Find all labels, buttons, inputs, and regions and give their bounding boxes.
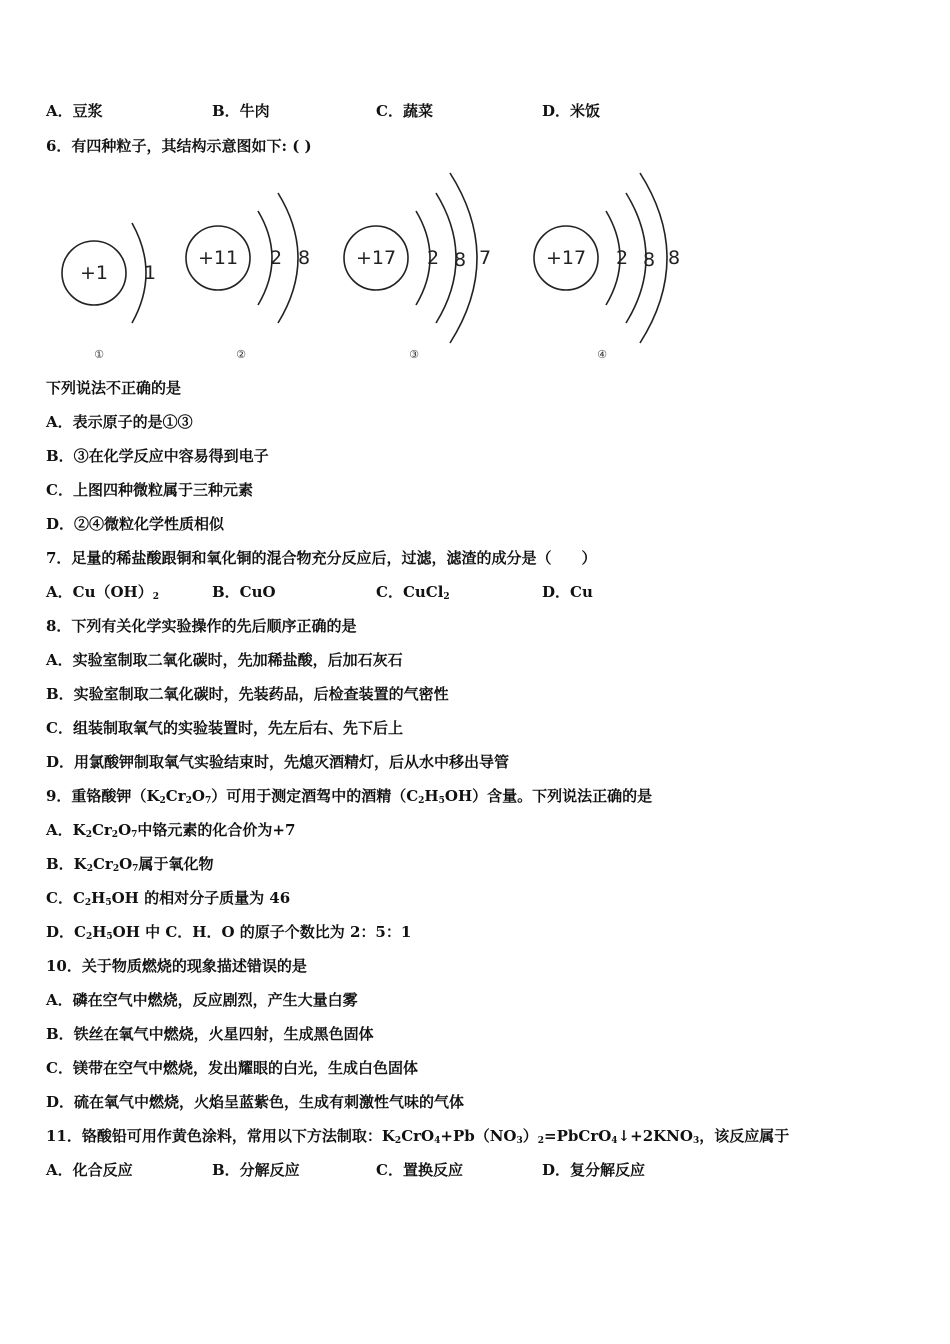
q9-b-part: B．K (46, 855, 87, 873)
q8-stem: 8．下列有关化学实验操作的先后顺序正确的是 (46, 617, 357, 635)
q9-sub: 7 (132, 864, 139, 874)
q9-stem-part: O (191, 787, 205, 805)
q9-sub: 2 (418, 796, 425, 806)
q8-option-c: C．组装制取氧气的实验装置时，先左后右、先下后上 (46, 719, 403, 737)
q5-option-b: B．牛肉 (212, 102, 270, 120)
electron-count-4-2: 8 (642, 249, 656, 271)
q10-option-c: C．镁带在空气中燃烧，发出耀眼的白光，生成白色固体 (46, 1059, 418, 1077)
q9-sub: 2 (85, 830, 92, 840)
q8-option-a: A．实验室制取二氧化碳时，先加稀盐酸，后加石灰石 (46, 651, 403, 669)
nucleus-charge-3: +17 (355, 247, 397, 269)
q9-sub: 2 (159, 796, 166, 806)
q11-sub: 3 (516, 1136, 523, 1146)
q7-stem: 7．足量的稀盐酸跟铜和氧化铜的混合物充分反应后，过滤，滤渣的成分是（ ） (46, 549, 597, 567)
particle-label-4: ④ (597, 348, 607, 361)
q11-sub: 2 (394, 1136, 402, 1146)
electron-count-4-3: 8 (667, 247, 681, 269)
q11-stem-part: ↓+2KNO (617, 1127, 693, 1145)
q9-stem-part: ）可用于测定酒驾中的酒精（C (211, 787, 419, 805)
q11-stem-part: 11．铬酸铅可用作黄色涂料，常用以下方法制取：K (46, 1127, 395, 1145)
q11-sub: 3 (692, 1136, 700, 1146)
q7-option-d: D．Cu (542, 583, 593, 601)
q9-b-part: Cr (92, 855, 113, 873)
q6-option-d: D．②④微粒化学性质相似 (46, 515, 225, 533)
q9-sub: 2 (111, 830, 119, 840)
q9-sub: 5 (438, 796, 445, 806)
q11-stem (46, 1126, 789, 1146)
q9-sub: 5 (105, 898, 112, 908)
q9-sub: 7 (204, 796, 212, 806)
q11-stem-part: ） (522, 1127, 538, 1145)
q7-option-a (46, 582, 159, 602)
particle-label-2: ② (236, 348, 246, 361)
q9-b-part: 属于氧化物 (138, 855, 214, 873)
electron-count-1-1: 1 (143, 262, 157, 284)
electron-count-3-3: 7 (478, 247, 492, 269)
atom-structure-diagram (46, 168, 726, 368)
q7-option-b: B．CuO (212, 583, 276, 601)
q5-option-c: C．蔬菜 (376, 102, 433, 120)
q9-option-a (46, 820, 295, 840)
q11-sub: 4 (611, 1136, 618, 1146)
q8-option-d: D．用氯酸钾制取氧气实验结束时，先熄灭酒精灯，后从水中移出导管 (46, 753, 510, 771)
q9-sub: 7 (131, 830, 138, 840)
q9-option-c (46, 888, 290, 908)
q9-c-part: OH 的相对分子质量为 46 (111, 889, 291, 907)
q6-option-b: B．③在化学反应中容易得到电子 (46, 447, 269, 465)
q9-a-part: 中铬元素的化合价为+7 (137, 821, 296, 839)
q7-option-c-text: C．CuCl (376, 583, 444, 601)
particle-label-1: ① (94, 348, 104, 361)
q9-option-d (46, 922, 411, 942)
q11-sub: 4 (434, 1136, 441, 1146)
q11-sub: 2 (537, 1136, 545, 1146)
q9-a-part: Cr (91, 821, 112, 839)
q9-stem-part: Cr (165, 787, 186, 805)
q11-stem-part: +Pb（NO (440, 1127, 517, 1145)
q8-option-b: B．实验室制取二氧化碳时，先装药品，后检查装置的气密性 (46, 685, 449, 703)
q9-sub: 2 (86, 864, 93, 874)
q10-option-d: D．硫在氧气中燃烧，火焰呈蓝紫色，生成有刺激性气味的气体 (46, 1093, 465, 1111)
electron-count-4-1: 2 (615, 247, 629, 269)
q7-option-a-text: A．Cu（OH） (46, 583, 153, 601)
q9-a-part: O (118, 821, 132, 839)
q9-stem-part: H (424, 787, 439, 805)
q11-stem-part: ，该反应属于 (699, 1127, 790, 1145)
q7-option-c (376, 582, 450, 602)
q7-option-c-sub: 2 (443, 592, 450, 602)
q10-option-a: A．磷在空气中燃烧，反应剧烈，产生大量白雾 (46, 991, 358, 1009)
q9-sub: 2 (85, 932, 93, 942)
q11-option-a: A．化合反应 (46, 1161, 133, 1179)
q6-option-c: C．上图四种微粒属于三种元素 (46, 481, 253, 499)
q9-c-part: H (91, 889, 106, 907)
q9-a-part: A．K (46, 821, 86, 839)
q11-stem-part: =PbCrO (544, 1127, 612, 1145)
electron-count-2-1: 2 (269, 247, 283, 269)
nucleus-charge-2: +11 (197, 247, 239, 269)
q10-stem: 10．关于物质燃烧的现象描述错误的是 (46, 957, 307, 975)
nucleus-charge-1: +1 (79, 262, 109, 284)
q9-stem (46, 786, 652, 806)
q9-d-part: D．C (46, 923, 86, 941)
nucleus-charge-4: +17 (545, 247, 587, 269)
q9-d-part: OH 中 C．H．O 的原子个数比为 2：5：1 (112, 923, 412, 941)
electron-count-3-2: 8 (453, 249, 467, 271)
q5-option-d: D．米饭 (542, 102, 601, 120)
q9-d-part: H (92, 923, 107, 941)
q7-option-a-sub: 2 (152, 592, 159, 602)
q9-sub: 2 (185, 796, 192, 806)
q11-option-c: C．置换反应 (376, 1161, 463, 1179)
q6-stem: 6．有四种粒子，其结构示意图如下: ( ) (46, 137, 312, 155)
electron-count-3-1: 2 (426, 247, 440, 269)
q11-stem-part: CrO (401, 1127, 435, 1145)
q9-sub: 2 (112, 864, 120, 874)
q9-option-b (46, 854, 213, 874)
q9-b-part: O (119, 855, 133, 873)
q11-option-d: D．复分解反应 (542, 1161, 646, 1179)
q6-option-a: A．表示原子的是①③ (46, 413, 193, 431)
particle-label-3: ③ (409, 348, 419, 361)
q9-c-part: C．C (46, 889, 85, 907)
q11-option-b: B．分解反应 (212, 1161, 300, 1179)
electron-count-2-2: 8 (297, 247, 311, 269)
q9-sub: 5 (106, 932, 113, 942)
q10-option-b: B．铁丝在氧气中燃烧，火星四射，生成黑色固体 (46, 1025, 374, 1043)
q6-prompt: 下列说法不正确的是 (46, 379, 182, 397)
q5-option-a: A．豆浆 (46, 102, 103, 120)
q9-sub: 2 (84, 898, 92, 908)
q9-stem-part: OH）含量。下列说法正确的是 (444, 787, 653, 805)
q9-stem-part: 9．重铬酸钾（K (46, 787, 160, 805)
